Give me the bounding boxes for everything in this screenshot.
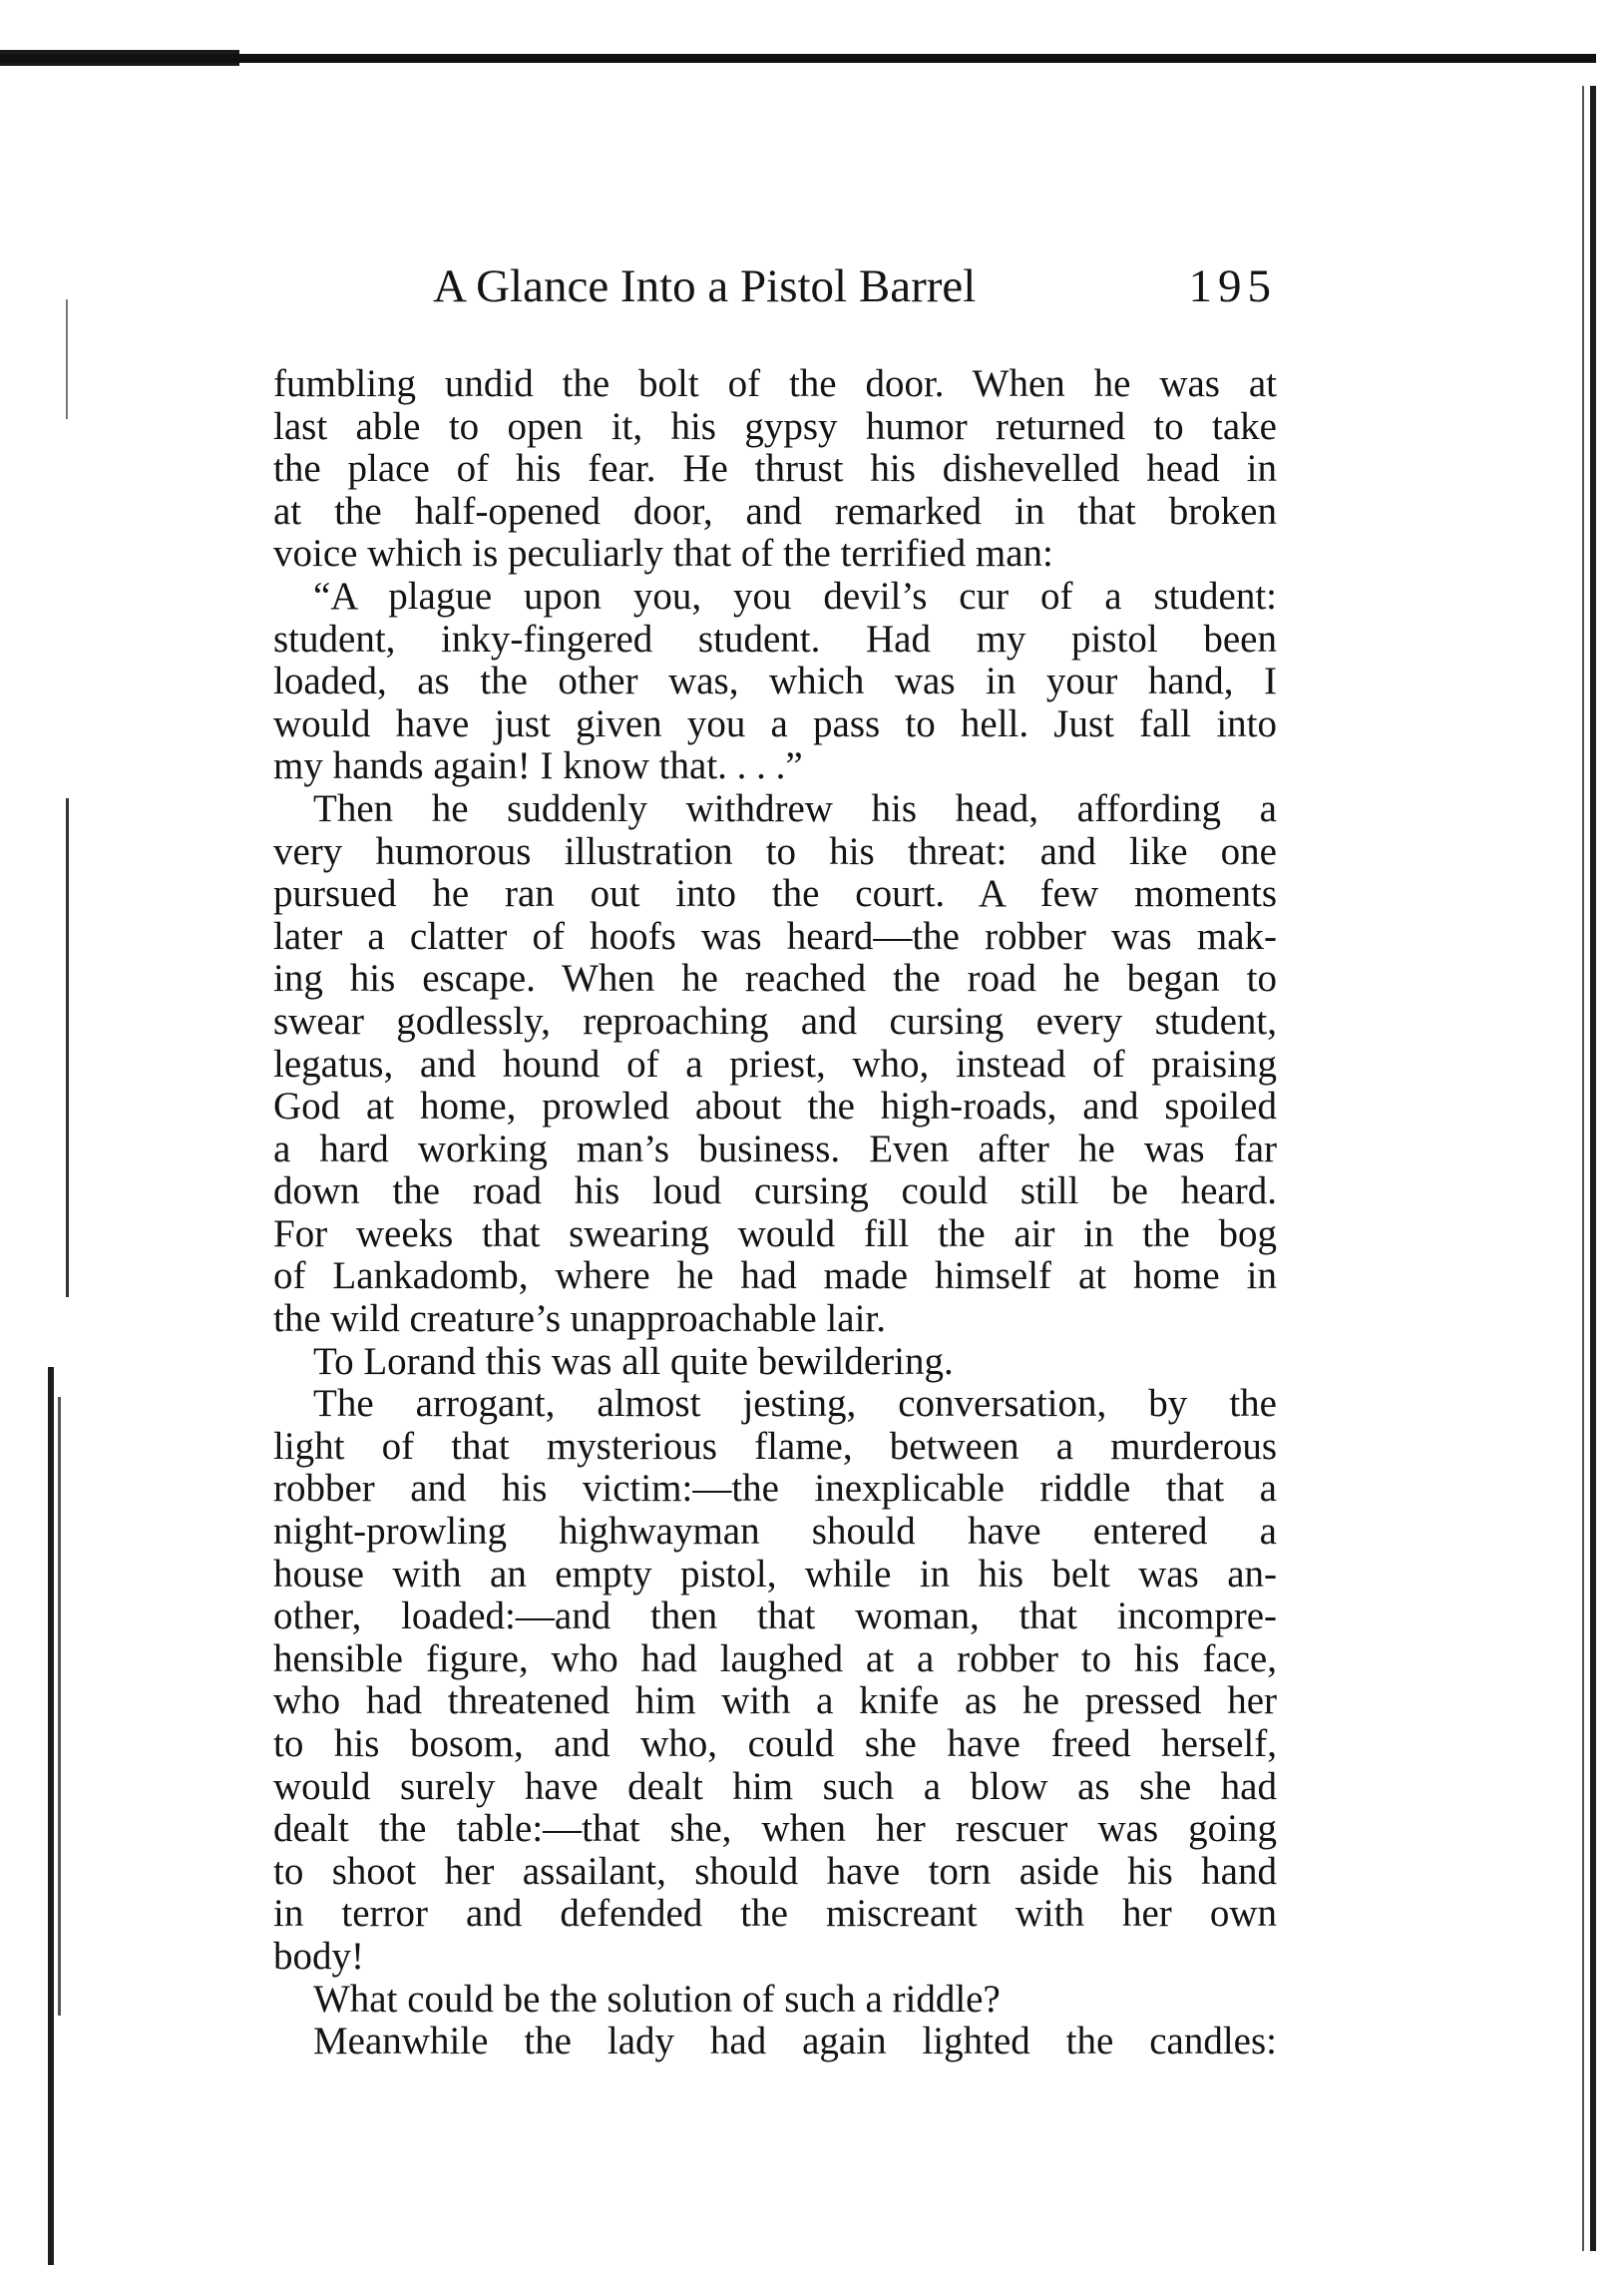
text-line: hensible figure, who had laughed at a robber to his face, bbox=[273, 1637, 1277, 1680]
text-line: would surely have dealt him such a blow as she had bbox=[273, 1765, 1277, 1808]
text-line: student, inky-fingered student. Had my pistol been bbox=[273, 618, 1277, 661]
running-head bbox=[273, 251, 1277, 321]
text-line: my hands again! I know that. . . .” bbox=[273, 745, 803, 788]
text-line: in terror and defended the miscreant with her own bbox=[273, 1893, 1277, 1936]
text-line: The arrogant, almost jesting, conversation, by the bbox=[313, 1383, 1277, 1426]
text-line: the wild creature’s unapproachable lair. bbox=[273, 1298, 886, 1341]
text-line: night-prowling highwayman should have entered a bbox=[273, 1511, 1277, 1554]
text-line: to his bosom, and who, could she have freed herself, bbox=[273, 1723, 1277, 1765]
text-line: the place of his fear. He thrust his dishevelled head in bbox=[273, 448, 1277, 491]
binding-shadow bbox=[58, 1397, 61, 2016]
text-line: What could be the solution of such a riddle? bbox=[313, 1978, 1001, 2021]
text-line: to shoot her assailant, should have torn aside his hand bbox=[273, 1850, 1277, 1893]
scan-top-edge bbox=[0, 54, 1596, 63]
text-line: light of that mysterious flame, between a murderous bbox=[273, 1425, 1277, 1468]
text-line: voice which is peculiarly that of the terrified man: bbox=[273, 533, 1053, 576]
text-line: fumbling undid the bolt of the door. When he was at bbox=[273, 363, 1277, 405]
scan-right-edge-inner bbox=[1582, 86, 1584, 2251]
text-line: legatus, and hound of a priest, who, instead of praising bbox=[273, 1043, 1277, 1086]
text-line: God at home, prowled about the high-roads, and spoiled bbox=[273, 1086, 1277, 1129]
text-line: pursued he ran out into the court. A few moments bbox=[273, 873, 1277, 916]
binding-shadow bbox=[48, 1367, 54, 2265]
text-line: To Lorand this was all quite bewildering. bbox=[313, 1340, 954, 1383]
text-line: other, loaded:—and then that woman, that incompre- bbox=[273, 1595, 1277, 1638]
binding-shadow bbox=[66, 299, 68, 419]
body-text bbox=[273, 363, 1277, 2063]
text-line: of Lankadomb, where he had made himself at home in bbox=[273, 1255, 1277, 1298]
text-line: would have just given you a pass to hell. Just fall into bbox=[273, 702, 1277, 745]
text-line: “A plague upon you, you devil’s cur of a student: bbox=[313, 575, 1277, 618]
text-line: For weeks that swearing would fill the air in the bog bbox=[273, 1212, 1277, 1255]
text-line: Meanwhile the lady had again lighted the candles: bbox=[313, 2021, 1277, 2063]
text-line: Then he suddenly withdrew his head, affording a bbox=[313, 787, 1277, 830]
scan-right-edge bbox=[1590, 86, 1596, 2251]
text-line: a hard working man’s business. Even after he was far bbox=[273, 1128, 1277, 1170]
text-line: house with an empty pistol, while in his belt was an- bbox=[273, 1553, 1277, 1595]
text-line: body! bbox=[273, 1935, 364, 1978]
text-line: down the road his loud cursing could still be heard. bbox=[273, 1170, 1277, 1213]
running-head-title: A Glance Into a Pistol Barrel bbox=[433, 260, 977, 312]
binding-shadow bbox=[66, 798, 69, 1297]
text-line: last able to open it, his gypsy humor returned to take bbox=[273, 405, 1277, 448]
text-line: loaded, as the other was, which was in your hand, I bbox=[273, 661, 1277, 703]
text-line: at the half-opened door, and remarked in that broken bbox=[273, 490, 1277, 533]
page-number: 195 bbox=[1188, 260, 1277, 312]
text-line: later a clatter of hoofs was heard—the robber was mak- bbox=[273, 915, 1277, 958]
text-line: robber and his victim:—the inexplicable riddle that a bbox=[273, 1468, 1277, 1511]
text-line: very humorous illustration to his threat: and like one bbox=[273, 830, 1277, 873]
text-line: ing his escape. When he reached the road he began to bbox=[273, 958, 1277, 1001]
text-line: who had threatened him with a knife as he pressed her bbox=[273, 1680, 1277, 1723]
text-line: dealt the table:—that she, when her rescuer was going bbox=[273, 1808, 1277, 1851]
text-line: swear godlessly, reproaching and cursing every student, bbox=[273, 1000, 1277, 1043]
